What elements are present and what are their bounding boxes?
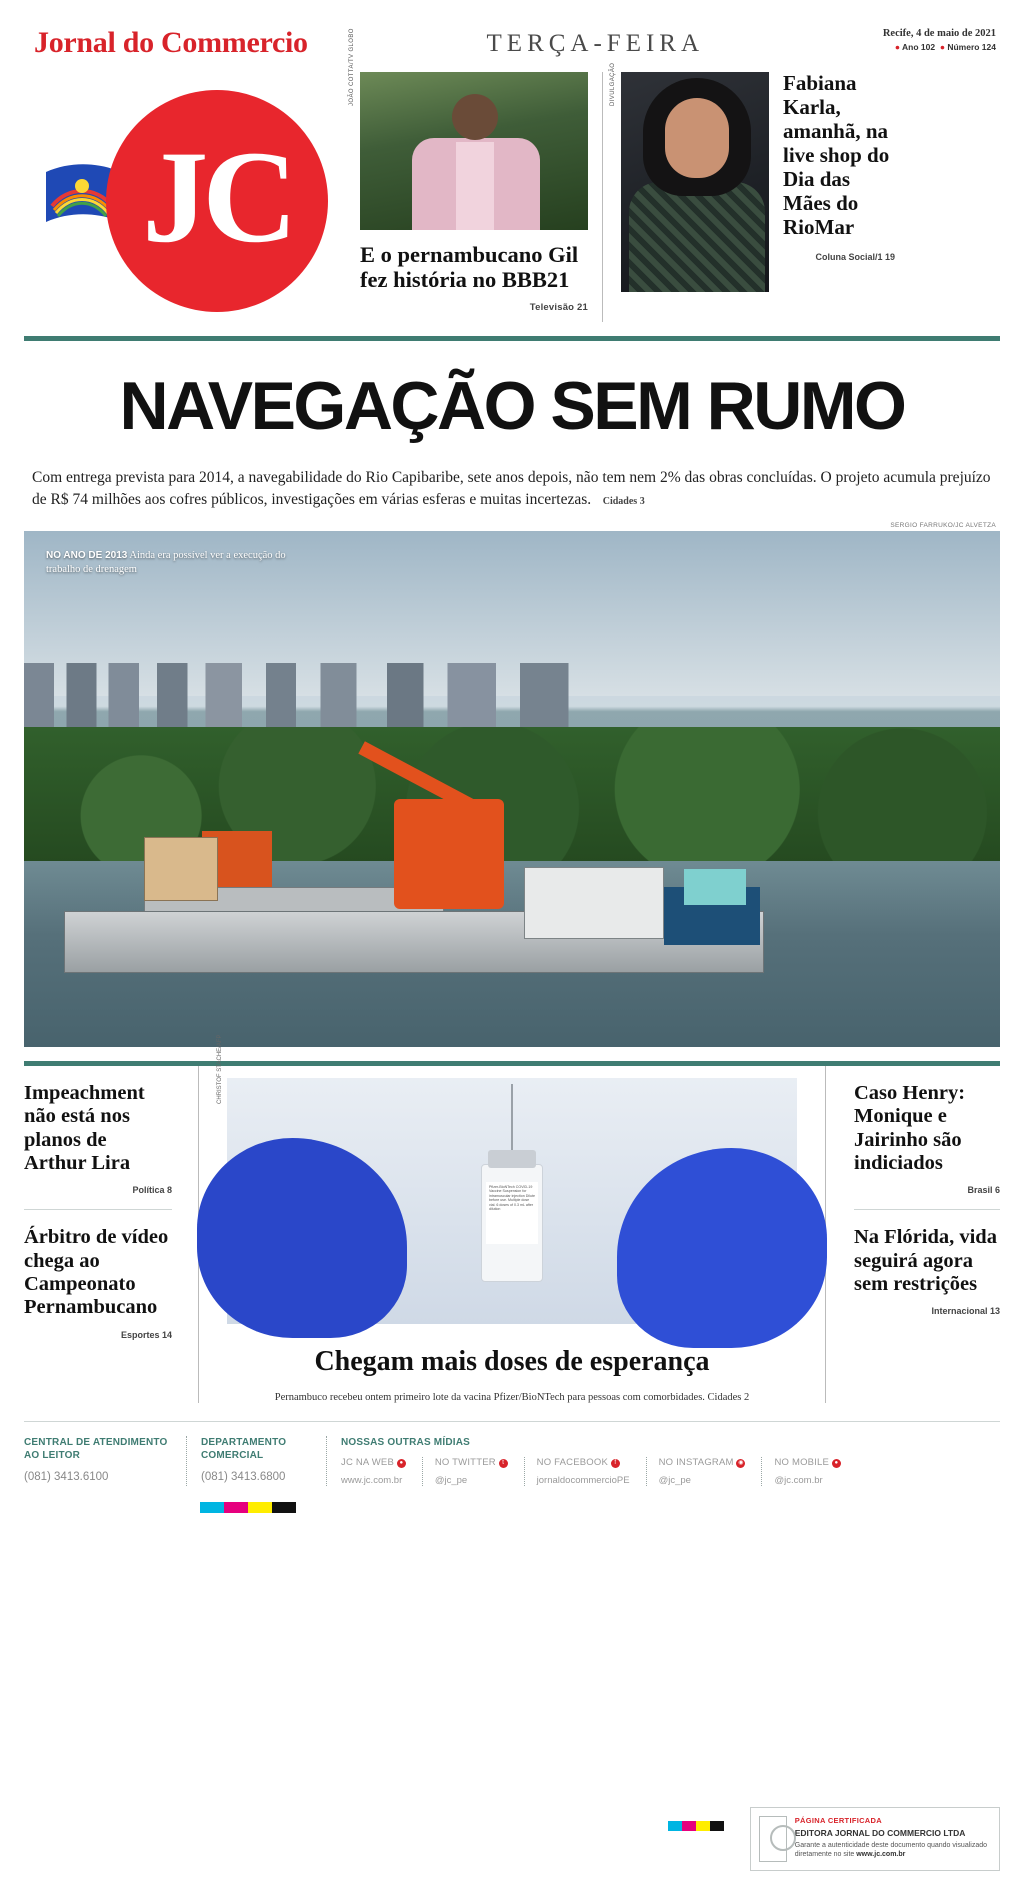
cmyk-black [272, 1502, 296, 1513]
footer-reader-title: CENTRAL DE ATENDIMENTO AO LEITOR [24, 1436, 168, 1462]
lower-left-section-1: Política 8 [132, 1185, 172, 1196]
cmyk-magenta [224, 1502, 248, 1513]
facebook-icon: f [611, 1459, 620, 1468]
lead-subhead-wrap [24, 467, 1000, 512]
lead-photo-caption-lead: NO ANO DE 2013 [46, 549, 128, 561]
masthead-weekday-wrap [308, 26, 883, 58]
mobile-icon: ● [832, 1459, 841, 1468]
media-label-instagram: NO INSTAGRAM [658, 1457, 734, 1469]
cert-title: PÁGINA CERTIFICADA [794, 1816, 882, 1825]
cmyk-bars [200, 1502, 1000, 1513]
teaser-fabiana-photo [610, 62, 769, 292]
cert-text-body: Garante a autenticidade deste documento quando visualizado diretamente no site [794, 1842, 987, 1859]
media-handle-facebook: jornaldocommercioPE [536, 1475, 630, 1487]
lower-left-title-1: Impeachment não está nos planos de Arthur Lira [24, 1081, 145, 1175]
lower-right-title-1: Caso Henry: Monique e Jairinho são indiciados [854, 1081, 966, 1175]
stamp-icon [759, 1816, 787, 1862]
masthead-year: Ano 102 [902, 42, 936, 52]
lower-right-section-1: Brasil 6 [967, 1185, 1000, 1196]
masthead-info [883, 26, 1000, 52]
media-label-facebook: NO FACEBOOK [536, 1457, 608, 1469]
web-icon: ● [397, 1459, 406, 1468]
lower-item-impeachment[interactable] [24, 1082, 172, 1195]
vaccine-headline: Chegam mais doses de esperança [314, 1345, 710, 1377]
teaser-fabiana-title: Fabiana Karla, amanhã, na live shop do Dia das Mães do RioMar [783, 71, 890, 239]
lead-photo-caption-text: Ainda era possível ver a execução do trabalho de drenagem [46, 549, 286, 575]
lower-left-section-2: Esportes 14 [120, 1329, 172, 1340]
teaser-bbb21[interactable] [349, 28, 588, 322]
masthead-date: Recife, 4 de maio de 2021 [882, 28, 996, 39]
lower-right-column [840, 1066, 1000, 1403]
lead-section: Cidades 3 [602, 496, 645, 508]
lower-left-divider [24, 1209, 172, 1210]
bullet-icon-2: ● [939, 42, 945, 52]
masthead-issue: Número 124 [947, 42, 996, 52]
teaser-bbb21-credit: JOÃO COTTA/TV GLOBO [349, 28, 355, 106]
media-label-web: JC NA WEB [341, 1457, 395, 1469]
lower-left-column [24, 1066, 184, 1403]
lower-right-divider [854, 1209, 1000, 1210]
cmyk2-cyan [668, 1821, 682, 1831]
instagram-icon: ◉ [738, 1460, 744, 1467]
footer-reader-phone[interactable]: (081) 3413.6100 [24, 1470, 109, 1483]
vaccine-vial-label: Pfizer-BioNTech COVID-19 Vaccine Suspension for intramuscular injection Dilute before use. Multiple dose vial. 6 doses of 0.3 mL after dilution [486, 1182, 538, 1244]
jc-logo [24, 72, 354, 322]
lower-center-column[interactable] [213, 1034, 811, 1403]
lead-headline: NAVEGAÇÃO SEM RUMO [119, 368, 905, 444]
lead-subhead: Com entrega prevista para 2014, a navegabilidade do Rio Capibaribe, sete anos depois, não tem nem 2% das obras concluídas. O projeto acumula prejuízo de R$ 74 milhões aos cofres públicos, investigações em várias esferas e muitas incertezas. [32, 469, 991, 509]
cert-text [795, 1841, 991, 1860]
vaccine-photo [217, 1034, 797, 1324]
twitter-icon: t [499, 1459, 508, 1468]
certification-box [750, 1807, 1000, 1871]
teaser-bbb21-photo [360, 72, 588, 230]
vaccine-photo-credit: CHRISTOF STACHE/AFP [217, 1034, 223, 1104]
lower-grid [24, 1034, 1000, 1403]
media-item-twitter[interactable] [422, 1457, 524, 1486]
media-handle-web: www.jc.com.br [341, 1475, 403, 1487]
lower-item-florida[interactable] [854, 1226, 1000, 1316]
cmyk2-black [710, 1821, 724, 1831]
jc-logo-letters: JC [142, 122, 292, 270]
teaser-bbb21-title: E o pernambucano Gil fez história no BBB21 [360, 242, 579, 293]
lead-photo-credit: SERGIO FARRUKO/JC ALVETZA [890, 521, 996, 529]
footer-reader-service [24, 1436, 186, 1487]
cert-company: EDITORA JORNAL DO COMMERCIO LTDA [794, 1828, 966, 1838]
bullet-icon: ● [894, 42, 900, 52]
teaser-fabiana-karla[interactable] [610, 62, 895, 322]
footer-media [326, 1436, 1000, 1487]
media-handle-mobile: @jc.com.br [774, 1475, 823, 1487]
cert-site: www.jc.com.br [856, 1851, 906, 1859]
media-item-web[interactable] [341, 1457, 422, 1486]
footer-commercial-title: DEPARTAMENTO COMERCIAL [201, 1436, 287, 1462]
masthead [24, 0, 1000, 60]
lower-right-section-2: Internacional 13 [931, 1306, 1000, 1317]
footer-rule [24, 1421, 1000, 1422]
cmyk2-yellow [696, 1821, 710, 1831]
footer [24, 1436, 1000, 1487]
footer-commercial-phone[interactable]: (081) 3413.6800 [201, 1470, 286, 1483]
lower-item-caso-henry[interactable] [854, 1082, 1000, 1195]
teaser-divider [602, 72, 603, 322]
media-item-mobile[interactable] [761, 1457, 856, 1486]
lower-left-title-2: Árbitro de vídeo chega ao Campeonato Pernambucano [24, 1226, 169, 1319]
media-label-mobile: NO MOBILE [774, 1457, 830, 1469]
cmyk2-magenta [682, 1821, 696, 1831]
media-handle-instagram: @jc_pe [658, 1475, 691, 1487]
masthead-weekday: TERÇA-FEIRA [486, 30, 705, 57]
cmyk-bars-secondary [668, 1821, 724, 1831]
lower-item-var[interactable] [24, 1226, 172, 1339]
media-handle-twitter: @jc_pe [434, 1475, 468, 1487]
teaser-fabiana-credit: DIVULGAÇÃO [610, 62, 616, 106]
media-label-twitter: NO TWITTER [434, 1457, 496, 1469]
section-rule-top [24, 336, 1000, 341]
cmyk-yellow [248, 1502, 272, 1513]
footer-commercial [186, 1436, 326, 1487]
lead-photo [24, 531, 1000, 1047]
masthead-title: Jornal do Commercio [34, 26, 308, 59]
media-item-instagram[interactable] [646, 1457, 762, 1486]
lower-right-title-2: Na Flórida, vida seguirá agora sem restrições [854, 1226, 997, 1296]
cmyk-cyan [200, 1502, 224, 1513]
vaccine-caption: Pernambuco recebeu ontem primeiro lote da vacina Pfizer/BioNTech para pessoas com comorbidades. Cidades 2 [274, 1391, 750, 1403]
teaser-fabiana-section: Coluna Social/1 19 [815, 251, 895, 262]
teaser-bbb21-section: Televisão 21 [529, 302, 588, 314]
media-item-facebook[interactable] [524, 1457, 646, 1486]
footer-media-row [341, 1457, 986, 1486]
masthead-edition [883, 42, 996, 52]
lead-photo-caption [46, 549, 286, 576]
footer-media-title: NOSSAS OUTRAS MÍDIAS [341, 1436, 471, 1448]
